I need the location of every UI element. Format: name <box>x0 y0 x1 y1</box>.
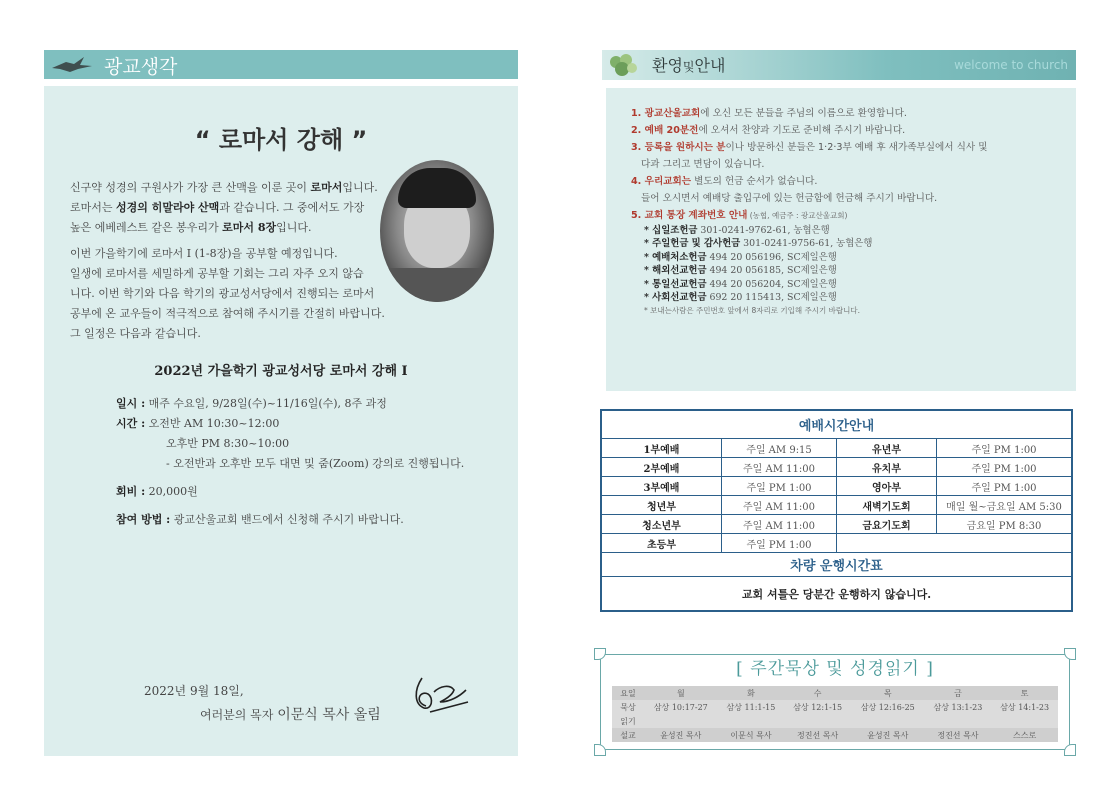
intro-paragraph: 신구약 성경의 구원사가 가장 큰 산맥을 이룬 곳이 로마서입니다. 로마서는 성경의 히말라야 산맥과 같습니다. 그 중에서도 가장 높은 에베레스트 같은 봉우리가 로마서 8장입니다. <box>70 181 378 234</box>
leaf-icon <box>606 52 640 78</box>
right-header-subtitle: welcome to church <box>954 58 1068 72</box>
table-row: 1부예배 주일 AM 9:15 유년부 주일 PM 1:00 <box>602 439 1072 458</box>
table-row: 3부예배 주일 PM 1:00 영아부 주일 PM 1:00 <box>602 477 1072 496</box>
pastor-signoff: 여러분의 목자 이문식 목사 올림 <box>200 707 381 723</box>
signature-icon <box>410 672 470 716</box>
meditation-table <box>612 686 1058 742</box>
account-list <box>631 224 1071 304</box>
table-row: 읽기 <box>612 714 1058 728</box>
table-row: 청년부 주일 AM 11:00 새벽기도회 매일 월~금요일 AM 5:30 <box>602 496 1072 515</box>
table-row: 묵상 삼상 10:17-27 삼상 11:1-15 삼상 12:1-15 삼상 12:16-25 삼상 13:1-23 삼상 14:1-23 <box>612 700 1058 714</box>
welcome-item-4: 4. 우리교회는 별도의 헌금 순서가 없습니다. <box>631 176 818 187</box>
left-header-title: 광교생각 <box>104 56 178 78</box>
account-item: * 십일조헌금 301-0241-9762-61, 농협은행 <box>644 225 830 236</box>
right-section-header <box>602 50 1076 80</box>
account-item: * 통일선교헌금 494 20 056204, SC제일은행 <box>644 278 837 290</box>
table-row: 요일 월 화 수 목 금 토 <box>612 686 1058 700</box>
account-item: * 사회선교헌금 692 20 115413, SC제일은행 <box>644 292 837 304</box>
account-item: * 해외선교헌금 494 20 056185, SC제일은행 <box>644 265 837 277</box>
account-item: * 예배처소헌금 494 20 056196, SC제일은행 <box>644 251 837 263</box>
welcome-panel: 1. 광교산울교회에 오신 모든 분들을 주님의 이름으로 환영합니다. 2. 예배 20분전에 오셔서 찬양과 기도로 준비해 주시기 바랍니다. 3. 등록을 원하시는 분이나 방문하신 분들은 1·2·3부 예배 후 새가족부실에서 식사 및 다과 그리고 면담이 있습니다. 4. 우리교회는 별도의 헌금 순서가 없습니다. 들어 오시면서 예배당 출입구에 있는 헌금함에 헌금해 주시기 바랍니다. 5. 교회 통장 계좌번호 안내 (농협, 예금주 : 광교산울교회) * 십일조헌금 301-0241-9762-61, 농협은행 * 주일헌금 및 감사헌금 301-0241-9756-61, 농협은행 * 예배처소헌금 494 20 056196, SC제일은행 * 해외선교헌금 494 20 056185, SC제일은행 * 통일선교헌금 494 20 056204, SC제일은행 * 사회선교헌금 692 20 115413, SC제일은행 * 보내는사람은 주민번호 앞에서 8자리로 기입해 주시기 바랍니다. <box>606 88 1076 391</box>
bird-icon <box>50 54 94 76</box>
course-title: 2022년 가을학기 광교성서당 로마서 강해 I <box>154 364 408 379</box>
pastor-portrait <box>380 160 494 302</box>
left-section-header <box>44 50 518 79</box>
table-row: 청소년부 주일 AM 11:00 금요기도회 금요일 PM 8:30 <box>602 515 1072 534</box>
table-row: 2부예배 주일 AM 11:00 유치부 주일 PM 1:00 <box>602 458 1072 477</box>
date-line: 2022년 9월 18일, <box>144 684 244 698</box>
account-item: * 주일헌금 및 감사헌금 301-0241-9756-61, 농협은행 <box>644 238 873 250</box>
welcome-item-5: 5. 교회 통장 계좌번호 안내 (농협, 예금주 : 광교산울교회) <box>631 210 848 221</box>
welcome-item-2: 2. 예배 20분전에 오셔서 찬양과 기도로 준비해 주시기 바랍니다. <box>631 125 906 136</box>
article-title: “ 로마서 강해 ” <box>194 126 368 154</box>
vehicle-table-title: 차량 운행시간표 <box>602 553 1072 577</box>
plan-paragraph: 이번 가을학기에 로마서 I (1-8장)을 공부할 예정입니다. 일생에 로마서를 세밀하게 공부할 기회는 그리 자주 오지 않습 니다. 이번 학기와 다음 학기의 광교성서당에서 진행되는 로마서 공부에 온 교우들이 적극적으로 참여해 주시기를 간절히 바랍니다. 그 일정은 다음과 같습니다. <box>70 247 385 340</box>
service-table-title: 예배시간안내 <box>602 411 1072 439</box>
pastor-column-panel <box>44 86 518 756</box>
welcome-item-3: 3. 등록을 원하시는 분이나 방문하신 분들은 1·2·3부 예배 후 새가족부실에서 식사 및 <box>631 142 988 153</box>
course-details: 일시 : 매주 수요일, 9/28일(수)~11/16일(수), 8주 과정 시간 : 오전반 AM 10:30~12:00 오후반 PM 8:30~10:00 - 오전반과 오후반 모두 대면 및 줌(Zoom) 강의로 진행됩니다. 회비 : 20,000원 참여 방법 : 광교산울교회 밴드에서 신청해 주시기 바랍니다. <box>116 397 465 526</box>
table-row: 설교 윤성진 목사 이문식 목사 정진선 목사 윤성진 목사 정진선 목사 스스로 <box>612 728 1058 742</box>
service-times-table <box>600 409 1073 612</box>
meditation-title: [ 주간묵상 및 성경읽기 ] <box>736 659 934 679</box>
vehicle-message: 교회 셔틀은 당분간 운행하지 않습니다. <box>602 577 1072 611</box>
account-note: * 보내는사람은 주민번호 앞에서 8자리로 기입해 주시기 바랍니다. <box>644 306 860 316</box>
welcome-item-1: 1. 광교산울교회에 오신 모든 분들을 주님의 이름으로 환영합니다. <box>631 108 907 119</box>
meditation-box <box>594 648 1076 756</box>
right-header-title: 환영및안내 <box>652 56 726 75</box>
table-row: 초등부 주일 PM 1:00 <box>602 534 1072 553</box>
